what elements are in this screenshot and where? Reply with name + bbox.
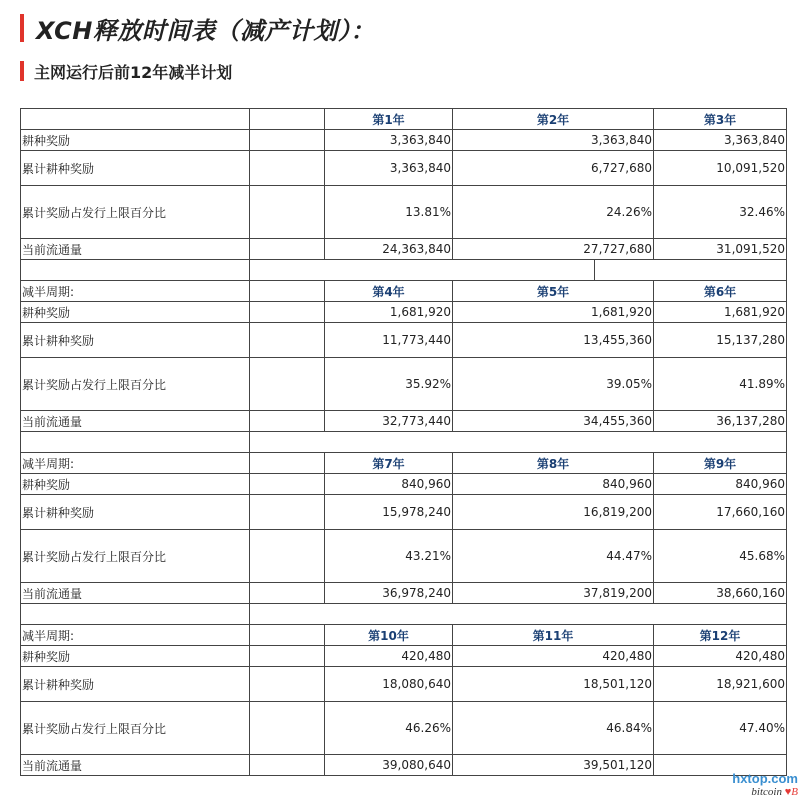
row-label: 当前流通量: [21, 411, 250, 432]
table-cell: 1,681,920: [453, 302, 654, 323]
table-row: [21, 130, 787, 151]
table-cell: 3,363,840: [325, 151, 453, 186]
table-cell: 47.40%: [654, 702, 787, 755]
table-cell: [250, 239, 325, 260]
year-header: 第8年: [453, 453, 654, 474]
table-cell: [250, 702, 325, 755]
table-cell: 18,080,640: [325, 667, 453, 702]
table-row: [21, 239, 787, 260]
table-cell: 17,660,160: [654, 495, 787, 530]
section-subtitle-text: 主网运行后前12年减半计划: [34, 62, 233, 82]
table-cell: 37,819,200: [453, 583, 654, 604]
row-label: 耕种奖励: [21, 302, 250, 323]
year-header: 第10年: [325, 625, 453, 646]
table-cell: 44.47%: [453, 530, 654, 583]
table-cell: 24,363,840: [325, 239, 453, 260]
table-cell: 3,363,840: [654, 130, 787, 151]
table-cell: 840,960: [453, 474, 654, 495]
year-header: 第5年: [453, 281, 654, 302]
table-cell: 24.26%: [453, 186, 654, 239]
table-cell: [250, 302, 325, 323]
table-row: [21, 411, 787, 432]
table-cell: 840,960: [325, 474, 453, 495]
table-cell: [21, 109, 250, 130]
watermark-brand: [710, 786, 798, 798]
table-row: [21, 495, 787, 530]
table-cell: [250, 667, 325, 702]
year-header: 第12年: [654, 625, 787, 646]
table-cell: 16,819,200: [453, 495, 654, 530]
table-row: [21, 109, 787, 130]
subtitle-accent-bar: [20, 61, 24, 81]
table-cell: 46.26%: [325, 702, 453, 755]
table-cell: [250, 109, 325, 130]
table-cell: 11,773,440: [325, 323, 453, 358]
table-row: [21, 474, 787, 495]
year-header: 第7年: [325, 453, 453, 474]
row-label: 累计耕种奖励: [21, 495, 250, 530]
table-cell: 38,660,160: [654, 583, 787, 604]
table-row: [21, 453, 787, 474]
table-cell: 39,080,640: [325, 755, 453, 776]
table-cell: 3,363,840: [453, 130, 654, 151]
row-label: 累计奖励占发行上限百分比: [21, 358, 250, 411]
table-cell: 3,363,840: [325, 130, 453, 151]
table-cell: 15,978,240: [325, 495, 453, 530]
table-cell: [250, 411, 325, 432]
row-label: 累计奖励占发行上限百分比: [21, 530, 250, 583]
table-cell: 32,773,440: [325, 411, 453, 432]
table-cell: 39.05%: [453, 358, 654, 411]
table-cell: 840,960: [654, 474, 787, 495]
table-cell: [21, 260, 250, 281]
table-cell: [21, 604, 250, 625]
table-row: [21, 358, 787, 411]
table-row: [21, 432, 787, 453]
table-cell: 1,681,920: [654, 302, 787, 323]
table-cell: 420,480: [453, 646, 654, 667]
halving-label: 减半周期:: [21, 625, 250, 646]
table-cell: 1,681,920: [325, 302, 453, 323]
table-cell: 13.81%: [325, 186, 453, 239]
row-label: 耕种奖励: [21, 130, 250, 151]
page-title: [20, 12, 375, 44]
table-row: [21, 530, 787, 583]
table-cell: 43.21%: [325, 530, 453, 583]
row-label: 耕种奖励: [21, 646, 250, 667]
year-header: 第1年: [325, 109, 453, 130]
table-cell: [250, 583, 325, 604]
row-label: 耕种奖励: [21, 474, 250, 495]
watermark-bitcoin-text: bitcoin: [751, 786, 782, 798]
year-header: 第9年: [654, 453, 787, 474]
table-cell: [250, 530, 325, 583]
table-cell: [250, 151, 325, 186]
heart-icon: ♥B: [784, 786, 798, 798]
row-label: 累计耕种奖励: [21, 151, 250, 186]
table-cell: 39,501,120: [453, 755, 654, 776]
row-label: 当前流通量: [21, 583, 250, 604]
table-row: [21, 646, 787, 667]
table-cell: 36,137,280: [654, 411, 787, 432]
table-cell: 13,455,360: [453, 323, 654, 358]
table-cell: 18,921,600: [654, 667, 787, 702]
table-cell: [250, 604, 787, 625]
page-title-text: XCH释放时间表（减产计划）：: [36, 16, 375, 45]
table-cell: 27,727,680: [453, 239, 654, 260]
row-label: 累计耕种奖励: [21, 667, 250, 702]
table-row: [21, 667, 787, 702]
watermark: [710, 771, 798, 798]
title-accent-bar: [20, 14, 24, 42]
section-subtitle: [20, 60, 232, 82]
year-header: 第2年: [453, 109, 654, 130]
table-cell: 35.92%: [325, 358, 453, 411]
table-row: [21, 281, 787, 302]
table-row: [21, 604, 787, 625]
table-cell: [250, 495, 325, 530]
year-header: 第3年: [654, 109, 787, 130]
watermark-domain: hxtop.com: [732, 771, 798, 786]
year-header: 第4年: [325, 281, 453, 302]
table-cell: 36,978,240: [325, 583, 453, 604]
table-cell: [250, 453, 325, 474]
table-row: [21, 755, 787, 776]
release-schedule-table: [20, 108, 787, 776]
halving-label: 减半周期:: [21, 281, 250, 302]
table-row: [21, 625, 787, 646]
year-header: 第6年: [654, 281, 787, 302]
row-label: 累计奖励占发行上限百分比: [21, 702, 250, 755]
table-cell: [250, 186, 325, 239]
table-cell: 41.89%: [654, 358, 787, 411]
halving-label: 减半周期:: [21, 453, 250, 474]
table-row: [21, 186, 787, 239]
table-cell: 45.68%: [654, 530, 787, 583]
table-cell: 420,480: [654, 646, 787, 667]
table-cell: [250, 474, 325, 495]
year-header: 第11年: [453, 625, 654, 646]
table-cell: [250, 625, 325, 646]
table-cell: [250, 755, 325, 776]
table-cell: [250, 281, 325, 302]
table-cell: 18,501,120: [453, 667, 654, 702]
row-label: 累计耕种奖励: [21, 323, 250, 358]
row-label: 当前流通量: [21, 755, 250, 776]
table-cell: 10,091,520: [654, 151, 787, 186]
table-row: [21, 702, 787, 755]
table-cell: [250, 323, 325, 358]
table-cell: [250, 260, 595, 281]
table-cell: [595, 260, 787, 281]
table-cell: 34,455,360: [453, 411, 654, 432]
table-cell: [250, 432, 787, 453]
table-cell: [21, 432, 250, 453]
table-row: [21, 583, 787, 604]
row-label: 当前流通量: [21, 239, 250, 260]
table-cell: 6,727,680: [453, 151, 654, 186]
table-cell: 46.84%: [453, 702, 654, 755]
table-cell: 31,091,520: [654, 239, 787, 260]
table-cell: [250, 646, 325, 667]
table-cell: [250, 358, 325, 411]
table-row: [21, 323, 787, 358]
table-cell: [250, 130, 325, 151]
row-label: 累计奖励占发行上限百分比: [21, 186, 250, 239]
table-row: [21, 151, 787, 186]
table-row: [21, 302, 787, 323]
table-cell: 15,137,280: [654, 323, 787, 358]
table-cell: 32.46%: [654, 186, 787, 239]
table-row: [21, 260, 787, 281]
table-cell: 420,480: [325, 646, 453, 667]
